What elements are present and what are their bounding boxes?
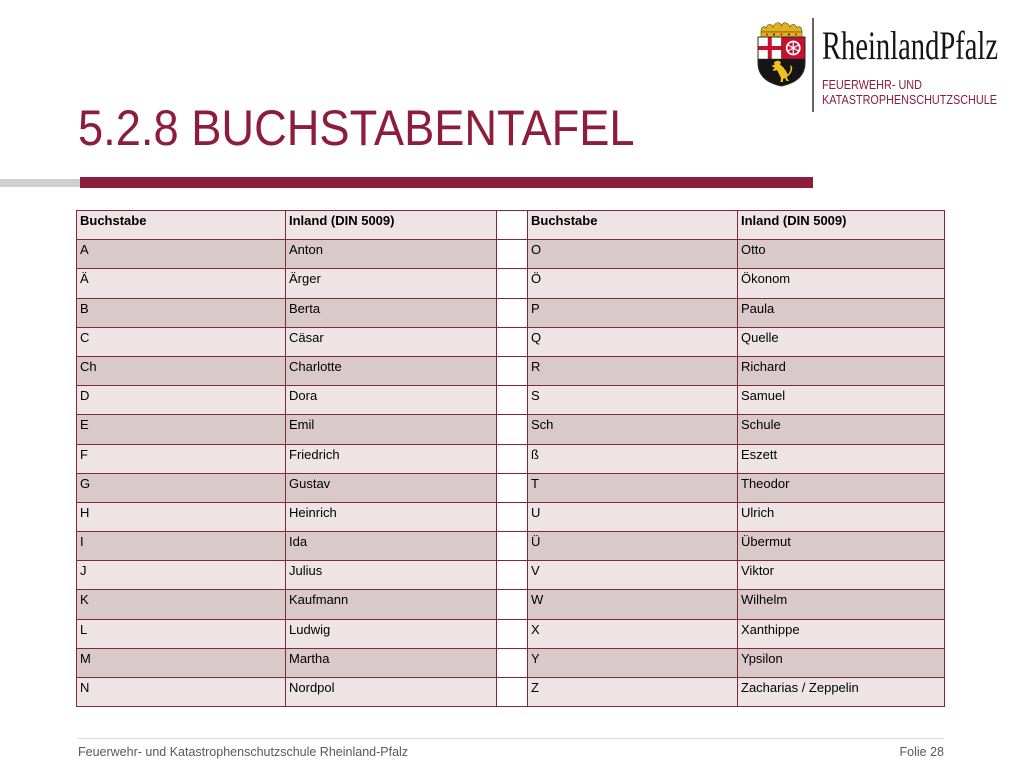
letter-cell-right: Z (528, 678, 738, 707)
word-cell-left: Ida (286, 532, 497, 561)
word-cell-right: Paula (738, 298, 945, 327)
table-row (77, 502, 945, 531)
spacer-cell (497, 678, 528, 707)
logo-wordmark: RheinlandPfalz (822, 23, 998, 68)
spelling-alphabet-table (76, 210, 945, 707)
table-row (77, 298, 945, 327)
header-letter-right: Buchstabe (528, 211, 738, 240)
table-row (77, 240, 945, 269)
word-cell-right: Ulrich (738, 502, 945, 531)
word-cell-left: Gustav (286, 473, 497, 502)
word-cell-right: Quelle (738, 327, 945, 356)
word-cell-right: Richard (738, 356, 945, 385)
word-cell-left: Martha (286, 648, 497, 677)
letter-cell-left: M (77, 648, 286, 677)
header-word-left: Inland (DIN 5009) (286, 211, 497, 240)
letter-cell-right: V (528, 561, 738, 590)
word-cell-left: Kaufmann (286, 590, 497, 619)
table-row (77, 444, 945, 473)
word-cell-right: Übermut (738, 532, 945, 561)
spacer-cell (497, 473, 528, 502)
table-row (77, 619, 945, 648)
crown-icon (761, 23, 802, 37)
word-cell-left: Ärger (286, 269, 497, 298)
letter-cell-left: J (77, 561, 286, 590)
letter-cell-left: E (77, 415, 286, 444)
word-cell-right: Ypsilon (738, 648, 945, 677)
letter-cell-left: D (77, 386, 286, 415)
table-row (77, 590, 945, 619)
letter-cell-left: I (77, 532, 286, 561)
table-row (77, 327, 945, 356)
letter-cell-left: H (77, 502, 286, 531)
letter-cell-right: Ü (528, 532, 738, 561)
word-cell-right: Schule (738, 415, 945, 444)
word-cell-left: Nordpol (286, 678, 497, 707)
table-row (77, 386, 945, 415)
logo-subtitle-line1: FEUERWEHR- UND (822, 77, 922, 92)
letter-cell-left: G (77, 473, 286, 502)
word-cell-right: Xanthippe (738, 619, 945, 648)
letter-cell-right: Ö (528, 269, 738, 298)
letter-cell-left: C (77, 327, 286, 356)
letter-cell-right: S (528, 386, 738, 415)
letter-cell-left: A (77, 240, 286, 269)
table-row (77, 561, 945, 590)
letter-cell-right: Q (528, 327, 738, 356)
word-cell-left: Charlotte (286, 356, 497, 385)
slide-title: 5.2.8 BUCHSTABENTAFEL (78, 100, 635, 156)
spacer-cell (497, 356, 528, 385)
logo-subtitle-line2: KATASTROPHENSCHUTZSCHULE (822, 92, 998, 107)
word-cell-left: Berta (286, 298, 497, 327)
table-row (77, 648, 945, 677)
footer-divider (78, 738, 944, 739)
table-row (77, 356, 945, 385)
header-word-right: Inland (DIN 5009) (738, 211, 945, 240)
spacer-cell (497, 298, 528, 327)
word-cell-left: Ludwig (286, 619, 497, 648)
spacer-cell (497, 415, 528, 444)
letter-cell-left: B (77, 298, 286, 327)
spacer-cell (497, 561, 528, 590)
word-cell-left: Dora (286, 386, 497, 415)
header-letter-left: Buchstabe (77, 211, 286, 240)
spacer-cell (497, 211, 528, 240)
word-cell-right: Viktor (738, 561, 945, 590)
letter-cell-right: T (528, 473, 738, 502)
table-row (77, 678, 945, 707)
letter-cell-left: L (77, 619, 286, 648)
letter-cell-right: Y (528, 648, 738, 677)
letter-cell-right: X (528, 619, 738, 648)
word-cell-left: Julius (286, 561, 497, 590)
word-cell-right: Zacharias / Zeppelin (738, 678, 945, 707)
slide-number: Folie 28 (899, 745, 944, 759)
letter-cell-right: P (528, 298, 738, 327)
shield-icon (758, 37, 805, 86)
spacer-cell (497, 619, 528, 648)
spacer-cell (497, 327, 528, 356)
letter-cell-right: U (528, 502, 738, 531)
word-cell-right: Theodor (738, 473, 945, 502)
logo (750, 15, 1010, 115)
word-cell-right: Otto (738, 240, 945, 269)
spacer-cell (497, 444, 528, 473)
spacer-cell (497, 648, 528, 677)
spacer-cell (497, 532, 528, 561)
letter-cell-right: O (528, 240, 738, 269)
word-cell-left: Heinrich (286, 502, 497, 531)
word-cell-right: Eszett (738, 444, 945, 473)
letter-cell-right: Sch (528, 415, 738, 444)
word-cell-right: Wilhelm (738, 590, 945, 619)
letter-cell-right: R (528, 356, 738, 385)
letter-cell-left: Ch (77, 356, 286, 385)
word-cell-right: Ökonom (738, 269, 945, 298)
letter-cell-right: W (528, 590, 738, 619)
word-cell-left: Anton (286, 240, 497, 269)
letter-cell-left: F (77, 444, 286, 473)
spacer-cell (497, 386, 528, 415)
title-underline-bar (80, 177, 813, 188)
table-row (77, 532, 945, 561)
spacer-cell (497, 240, 528, 269)
spacer-cell (497, 269, 528, 298)
table-header-row (77, 211, 945, 240)
spacer-cell (497, 502, 528, 531)
footer-text: Feuerwehr- und Katastrophenschutzschule Rheinland-Pfalz (78, 745, 409, 759)
rlp-coat-of-arms-icon (758, 23, 805, 86)
table-row (77, 415, 945, 444)
table-row (77, 473, 945, 502)
title-underline-bar-gray (0, 179, 80, 187)
table-row (77, 269, 945, 298)
table-body (77, 211, 945, 707)
word-cell-left: Friedrich (286, 444, 497, 473)
word-cell-right: Samuel (738, 386, 945, 415)
letter-cell-left: K (77, 590, 286, 619)
letter-cell-left: Ä (77, 269, 286, 298)
letter-cell-right: ß (528, 444, 738, 473)
word-cell-left: Cäsar (286, 327, 497, 356)
spacer-cell (497, 590, 528, 619)
letter-cell-left: N (77, 678, 286, 707)
word-cell-left: Emil (286, 415, 497, 444)
